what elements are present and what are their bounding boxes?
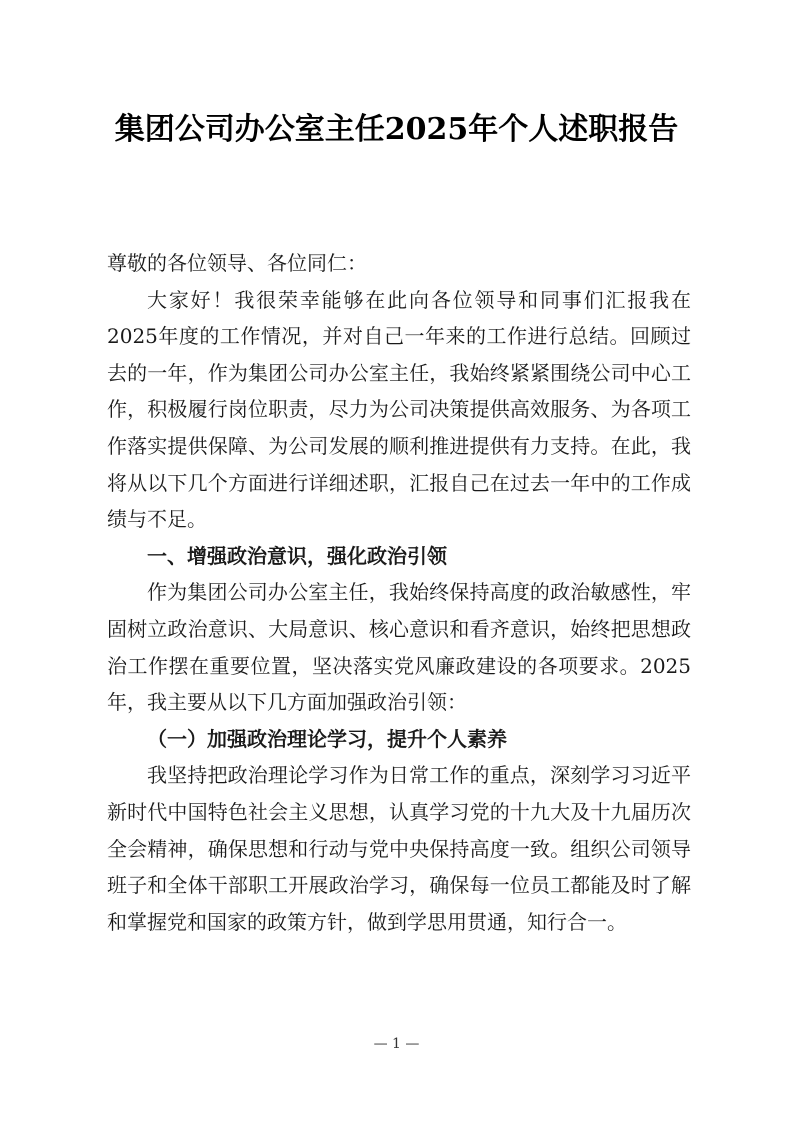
salutation: 尊敬的各位领导、各位同仁： [107, 251, 367, 275]
subsection-heading: （一）加强政治理论学习，提升个人素养 [147, 726, 507, 751]
page-number: — 1 — [373, 1036, 420, 1052]
section-paragraph: 作为集团公司办公室主任，我始终保持高度的政治敏感性，牢固树立政治意识、大局意识、核心意识和看齐意识，始终把思想政治工作摆在重要位置，坚决落实党风廉政建设的各项要求。2025年，我主要从以下几方面加强政治引领： [107, 580, 691, 715]
section-heading: 一、增强政治意识，强化政治引领 [147, 543, 447, 568]
document-body [107, 245, 691, 940]
document-title: 集团公司办公室主任2025年个人述职报告 [114, 112, 679, 147]
subsection-paragraph: 我坚持把政治理论学习作为日常工作的重点，深刻学习习近平新时代中国特色社会主义思想，认真学习党的十九大及十九届历次全会精神，确保思想和行动与党中央保持高度一致。组织公司领导班子和全体干部职工开展政治学习，确保每一位员工都能及时了解和掌握党和国家的政策方针，做到学思用贯通，知行合一。 [107, 763, 691, 934]
intro-paragraph: 大家好！我很荣幸能够在此向各位领导和同事们汇报我在2025年度的工作情况，并对自己一年来的工作进行总结。回顾过去的一年，作为集团公司办公室主任，我始终紧紧围绕公司中心工作，积极履行岗位职责，尽力为公司决策提供高效服务、为各项工作落实提供保障、为公司发展的顺利推进提供有力支持。在此，我将从以下几个方面进行详细述职，汇报自己在过去一年中的工作成绩与不足。 [107, 287, 691, 532]
